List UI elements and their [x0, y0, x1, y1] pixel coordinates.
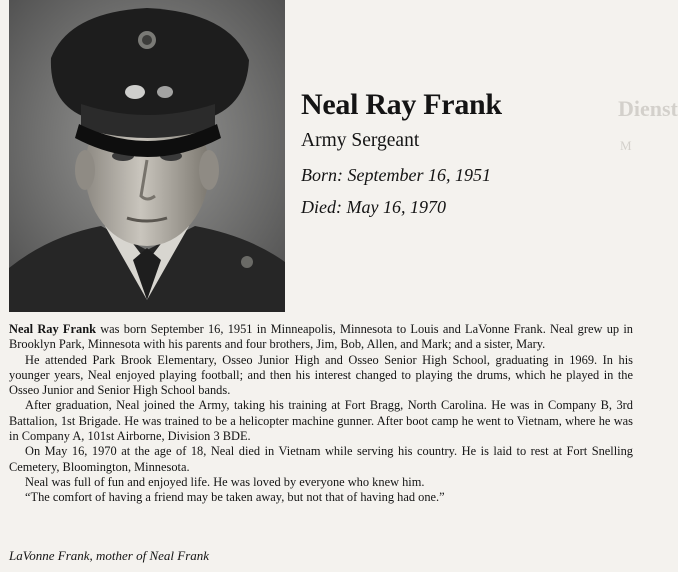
- bio-paragraph-character: Neal was full of fun and enjoyed life. He was loved by everyone who knew him.: [25, 474, 425, 489]
- bleed-through-title: Dienst: [618, 96, 678, 121]
- bio-paragraph-death: On May 16, 1970 at the age of 18, Neal died in Vietnam while serving his country. He is laid to rest at Fort Snelling Cemetery, Bloomington, Minnesota.: [9, 444, 633, 474]
- bio-paragraph-family-text: was born September 16, 1951 in Minneapolis, Minnesota to Louis and LaVonne Frank. Neal grew up in Brooklyn Park, Minnesota with his parents and four brothers, Jim, Bob, Allen, and Mark; and a sister, Mary.: [9, 322, 633, 352]
- soldier-name: Neal Ray Frank: [301, 88, 502, 121]
- bio-paragraph-family: [9, 322, 633, 353]
- death-line: [301, 196, 621, 218]
- bio-paragraph-school: He attended Park Brook Elementary, Osseo Junior High and Osseo Senior High School, graduating in 1969. In his younger years, Neal enjoyed playing football; and then his interest changed to playing the drums, which he played in the Osseo Junior and Senior High School bands.: [9, 352, 633, 398]
- military-rank: Army Sergeant: [301, 130, 420, 151]
- portrait-photo: [9, 0, 285, 312]
- died-label: Died:: [301, 197, 342, 217]
- born-label: Born:: [301, 165, 343, 185]
- bio-paragraph-army: After graduation, Neal joined the Army, taking his training at Fort Bragg, North Carolina. He was in Company B, 3rd Battalion, 1st Brigade. He was trained to be a helicopter machine gunner. After boot camp he went to Vietnam, where he was in Company A, 101st Airborne, Division 3 BDE.: [9, 398, 633, 444]
- bio-quote: “The comfort of having a friend may be taken away, but not that of having had one.”: [25, 490, 445, 505]
- bio-lead-name: Neal Ray Frank: [9, 322, 96, 336]
- born-date: September 16, 1951: [347, 165, 491, 185]
- died-date: May 16, 1970: [346, 197, 446, 217]
- bleed-through-text: M: [620, 138, 632, 153]
- signature: LaVonne Frank, mother of Neal Frank: [9, 548, 210, 563]
- birth-line: [301, 164, 621, 186]
- memorial-header: [301, 88, 621, 218]
- biography: [9, 322, 633, 506]
